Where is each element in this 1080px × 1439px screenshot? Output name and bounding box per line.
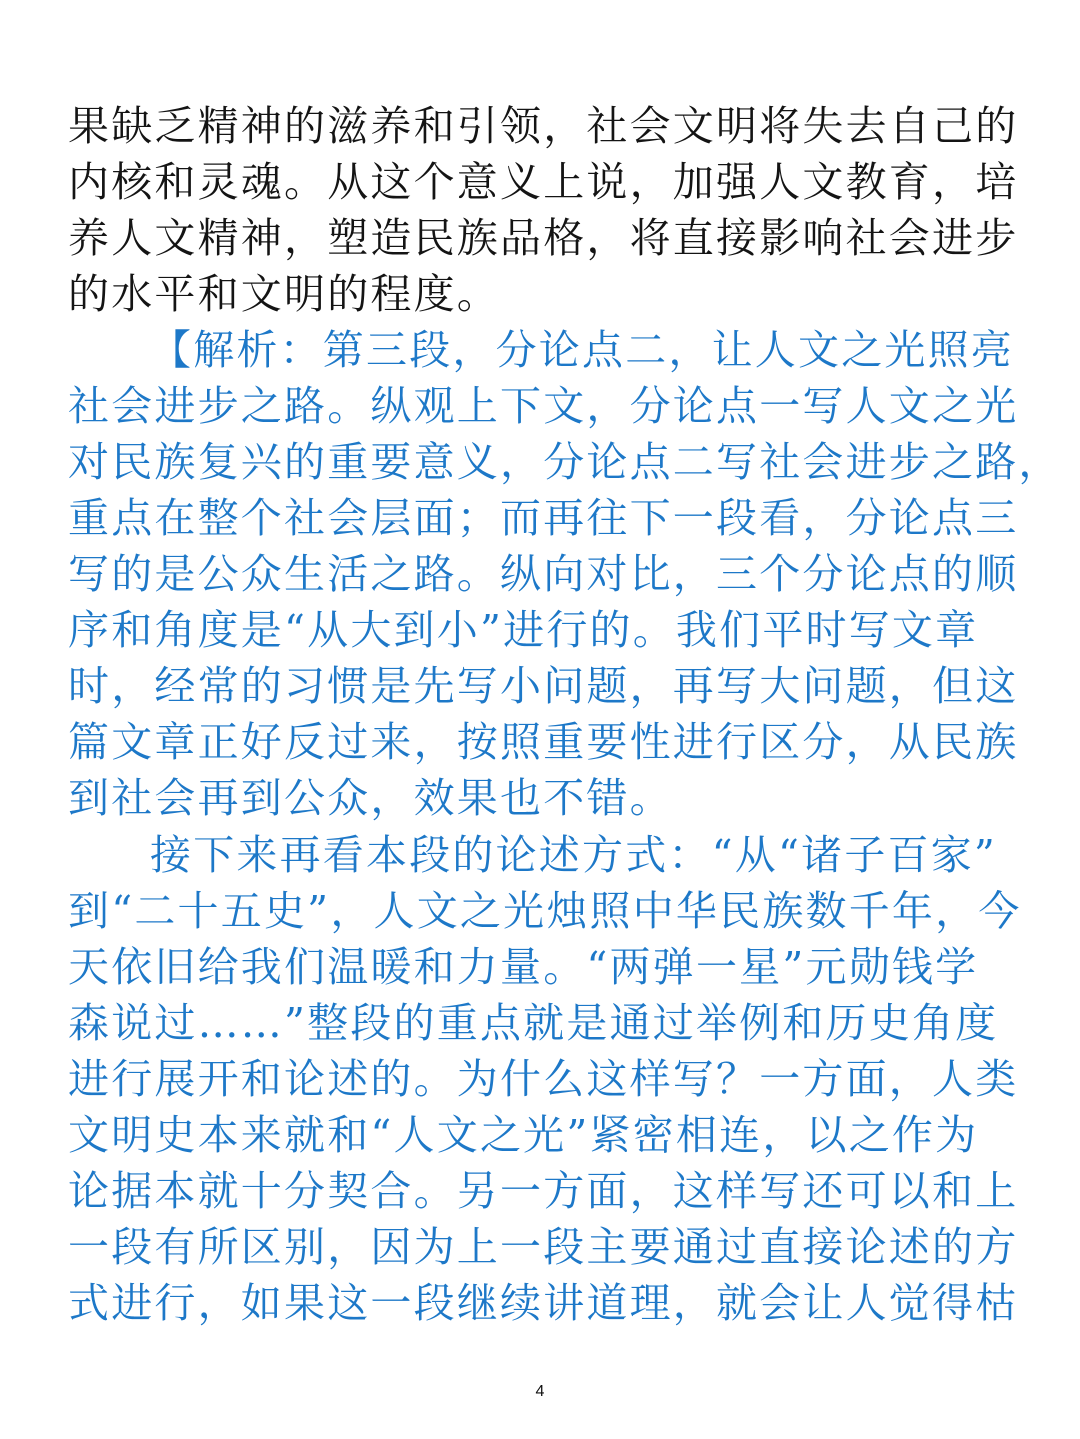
body-text-line: 果缺乏精神的滋养和引领，社会文明将失去自己的 [68,102,1019,150]
analysis-text-line: 【解析：第三段，分论点二，让人文之光照亮 [150,326,1014,374]
analysis-text-line: 到社会再到公众，效果也不错。 [68,774,673,822]
method-text-line: 森说过……”整段的重点就是通过举例和历史角度 [68,999,999,1047]
analysis-text-line: 时，经常的习惯是先写小问题，再写大问题，但这 [68,662,1019,710]
method-text-line: 论据本就十分契合。另一方面，这样写还可以和上 [68,1167,1019,1215]
method-text-line: 一段有所区别，因为上一段主要通过直接论述的方 [68,1223,1019,1271]
body-text-line: 养人文精神，塑造民族品格，将直接影响社会进步 [68,214,1019,262]
method-text-line: 进行展开和论述的。为什么这样写？一方面，人类 [68,1055,1019,1103]
analysis-text-line: 对民族复兴的重要意义，分论点二写社会进步之路， [68,438,1062,486]
analysis-text-line: 序和角度是“从大到小”进行的。我们平时写文章 [68,606,979,654]
method-text-line: 到“二十五史”，人文之光烛照中华民族数千年，今 [68,887,1022,935]
method-text-line: 文明史本来就和“人文之光”紧密相连，以之作为 [68,1111,979,1159]
body-text-line: 内核和灵魂。从这个意义上说，加强人文教育，培 [68,158,1019,206]
body-text-line: 的水平和文明的程度。 [68,270,500,318]
page-number: 4 [535,1383,545,1400]
method-text-line: 天依旧给我们温暖和力量。“两弹一星”元勋钱学 [68,943,979,991]
analysis-text-line: 重点在整个社会层面；而再往下一段看，分论点三 [68,494,1019,542]
method-text-line: 接下来再看本段的论述方式：“从“诸子百家” [150,831,998,879]
analysis-text-line: 社会进步之路。纵观上下文，分论点一写人文之光 [68,382,1019,430]
analysis-text-line: 写的是公众生活之路。纵向对比，三个分论点的顺 [68,550,1019,598]
analysis-text-line: 篇文章正好反过来，按照重要性进行区分，从民族 [68,718,1019,766]
method-text-line: 式进行，如果这一段继续讲道理，就会让人觉得枯 [68,1279,1019,1327]
